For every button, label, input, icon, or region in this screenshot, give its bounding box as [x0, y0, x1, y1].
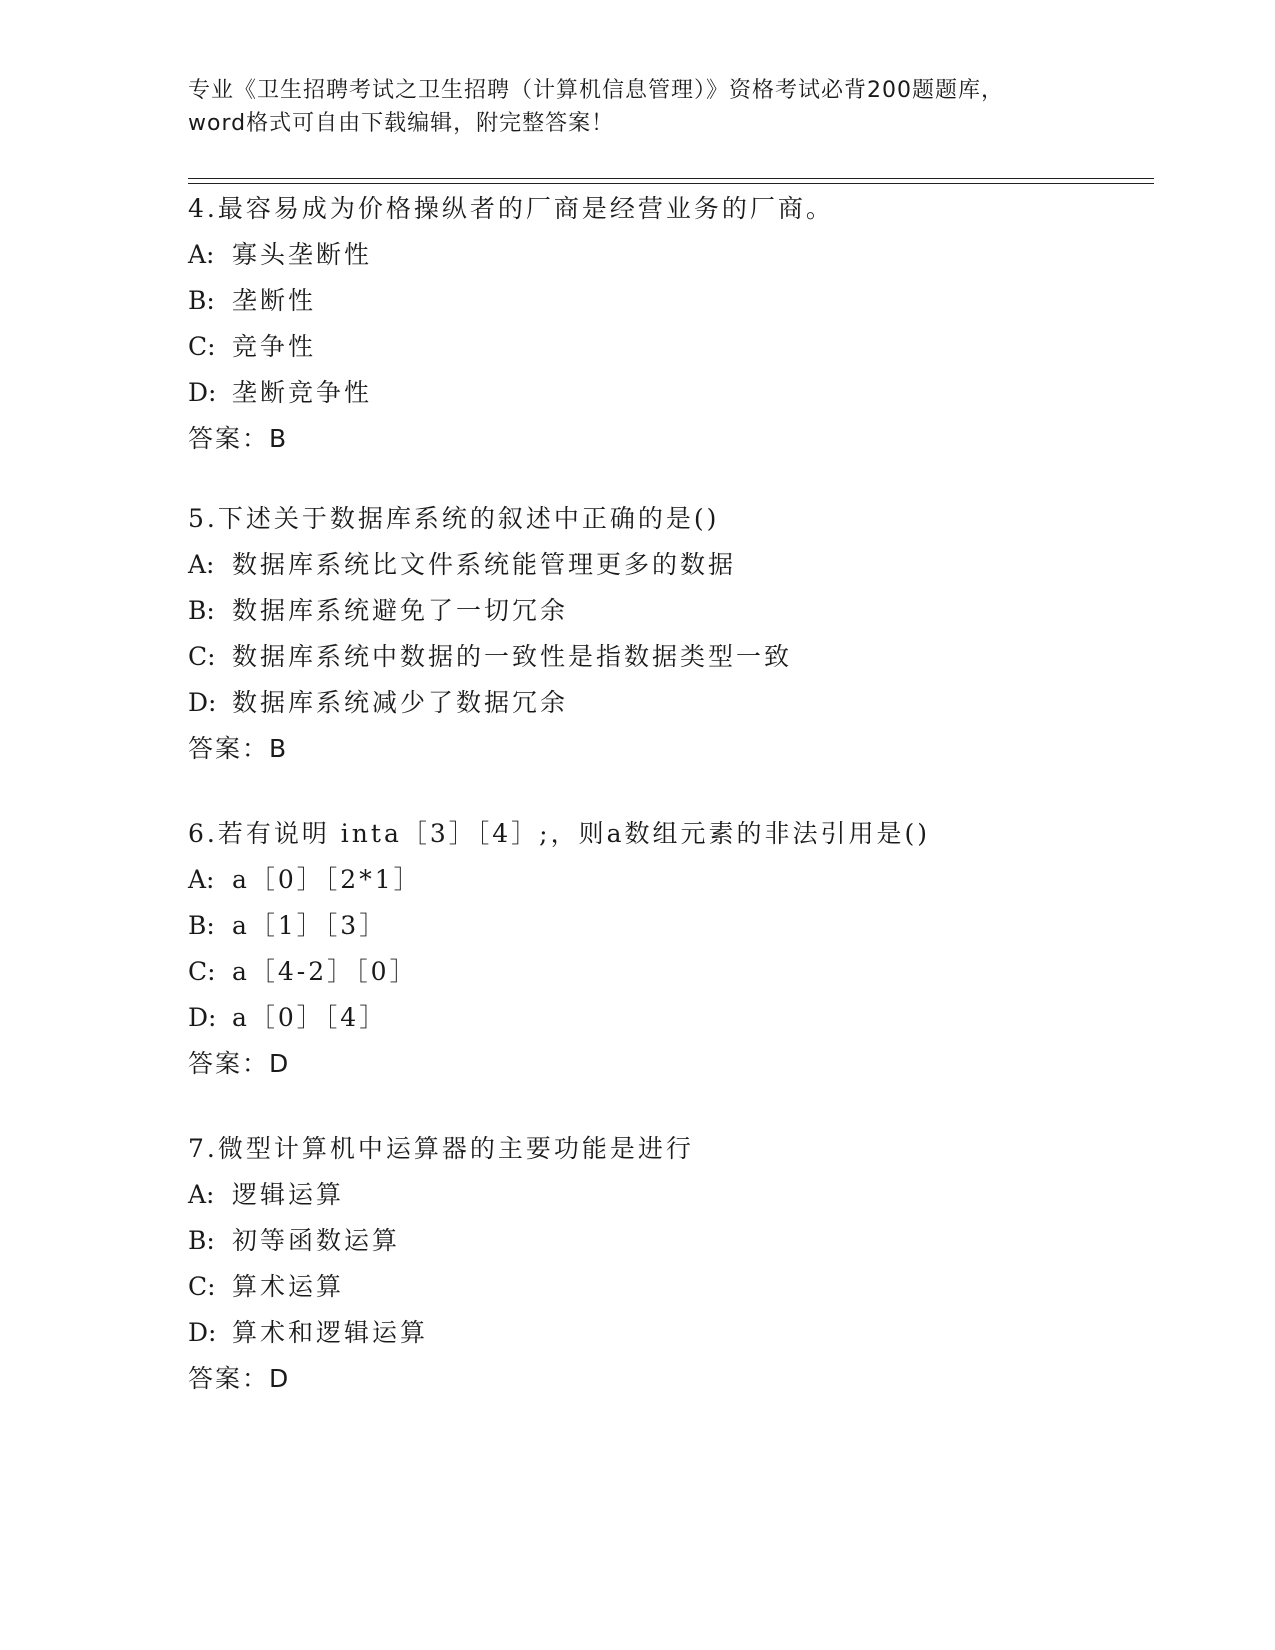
option-b	[188, 903, 1188, 949]
option-text: a［0］［2*1］	[232, 865, 422, 894]
option-text: 数据库系统中数据的一致性是指数据类型一致	[232, 642, 793, 671]
option-a	[188, 232, 1188, 278]
option-text: 逻辑运算	[232, 1180, 345, 1209]
option-label: D:	[188, 1003, 217, 1032]
option-text: 数据库系统比文件系统能管理更多的数据	[232, 550, 737, 579]
question-block	[188, 496, 1188, 772]
question-block	[188, 811, 1188, 1087]
question-block	[188, 186, 1188, 462]
option-text: 初等函数运算	[232, 1226, 401, 1255]
option-text: 数据库系统减少了数据冗余	[232, 688, 569, 717]
option-label: B:	[188, 911, 215, 940]
answer-line: 答案：B	[188, 734, 289, 763]
option-c	[188, 949, 1188, 995]
option-c	[188, 324, 1188, 370]
option-text: 数据库系统避免了一切冗余	[232, 596, 569, 625]
option-b	[188, 1218, 1188, 1264]
header-line-2: word格式可自由下载编辑，附完整答案！	[188, 111, 615, 136]
option-text: 竞争性	[232, 332, 317, 361]
option-label: D:	[188, 688, 217, 717]
option-b	[188, 588, 1188, 634]
option-text: 算术运算	[232, 1272, 345, 1301]
option-text: 垄断竞争性	[232, 378, 373, 407]
document-header	[188, 74, 1088, 140]
option-text: a［1］［3］	[232, 911, 388, 940]
option-a	[188, 1172, 1188, 1218]
option-label: B:	[188, 1226, 215, 1255]
option-a	[188, 857, 1188, 903]
option-c	[188, 1264, 1188, 1310]
header-divider-bottom	[188, 183, 1154, 184]
option-label: A:	[188, 550, 215, 579]
answer-line: 答案：D	[188, 1049, 291, 1078]
option-d	[188, 995, 1188, 1041]
option-d	[188, 1310, 1188, 1356]
option-label: B:	[188, 596, 215, 625]
option-label: A:	[188, 1180, 215, 1209]
option-label: A:	[188, 865, 215, 894]
option-label: D:	[188, 1318, 217, 1347]
header-divider-top	[188, 178, 1154, 179]
option-label: C:	[188, 1272, 216, 1301]
option-d	[188, 680, 1188, 726]
option-label: C:	[188, 957, 216, 986]
option-text: 算术和逻辑运算	[232, 1318, 429, 1347]
option-text: 垄断性	[232, 286, 317, 315]
option-text: a［4-2］［0］	[232, 957, 418, 986]
header-line-1: 专业《卫生招聘考试之卫生招聘（计算机信息管理）》资格考试必背200题题库，	[188, 78, 1004, 103]
question-block	[188, 1126, 1188, 1402]
option-a	[188, 542, 1188, 588]
option-label: D:	[188, 378, 217, 407]
option-c	[188, 634, 1188, 680]
option-b	[188, 278, 1188, 324]
option-label: A:	[188, 240, 215, 269]
answer-line: 答案：B	[188, 424, 289, 453]
answer-line: 答案：D	[188, 1364, 291, 1393]
question-stem: 4.最容易成为价格操纵者的厂商是经营业务的厂商。	[188, 194, 834, 223]
option-label: C:	[188, 332, 216, 361]
option-text: 寡头垄断性	[232, 240, 373, 269]
question-stem: 7.微型计算机中运算器的主要功能是进行	[188, 1134, 694, 1163]
option-text: a［0］［4］	[232, 1003, 388, 1032]
question-stem: 6.若有说明 inta［3］［4］;，则a数组元素的非法引用是()	[188, 819, 930, 848]
option-label: C:	[188, 642, 216, 671]
option-d	[188, 370, 1188, 416]
question-stem: 5.下述关于数据库系统的叙述中正确的是()	[188, 504, 720, 533]
option-label: B:	[188, 286, 215, 315]
